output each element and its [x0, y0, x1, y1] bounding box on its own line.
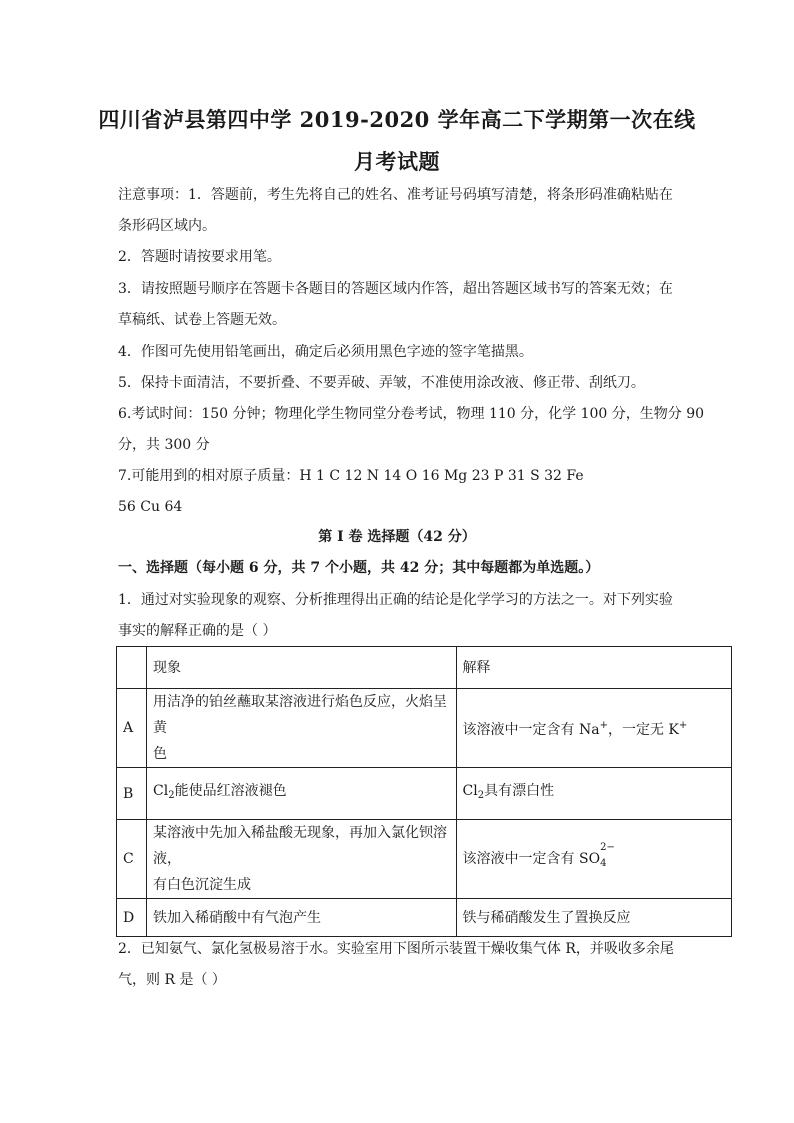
phenomenon-cell: [147, 689, 457, 768]
subscript: 4: [600, 858, 607, 869]
notes-line-10: 7.可能用到的相对原子质量：H 1 C 12 N 14 O 16 Mg 23 P 31 S 32 Fe: [118, 468, 584, 484]
phenomenon-cell: 铁加入稀硝酸中有气泡产生: [147, 899, 457, 937]
explanation-text: ，一定无 K: [607, 722, 679, 738]
explanation-cell: 铁与稀硝酸发生了置换反应: [456, 899, 731, 937]
exam-title-line1: 四川省泸县第四中学 2019-2020 学年高二下学期第一次在线: [98, 107, 696, 132]
notes-line-11: 56 Cu 64: [118, 499, 183, 515]
explanation-text: Cl: [462, 783, 478, 799]
header-phenomenon: 现象: [147, 647, 457, 689]
question-1-line2: 事实的解释正确的是（ ）: [118, 623, 277, 639]
notes-line-3: 2．答题时请按要求用笔。: [118, 249, 281, 265]
header-blank: [117, 647, 147, 689]
superscript: 2−: [600, 842, 615, 853]
phenomenon-text: 能使品红溶液褪色: [174, 783, 287, 799]
question-1-line1: 1．通过对实验现象的观察、分析推理得出正确的结论是化学学习的方法之一。对下列实验: [118, 592, 673, 608]
row-label: D: [117, 899, 147, 937]
exam-title-line2: 月考试题: [354, 149, 440, 174]
notes-line-8: 6.考试时间：150 分钟；物理化学生物同堂分卷考试，物理 110 分，化学 100 分，生物分 90: [118, 406, 705, 422]
phenomenon-line1: 用洁净的铂丝蘸取某溶液进行焰色反应，火焰呈黄: [153, 694, 448, 736]
sulfate-charge: [600, 842, 615, 869]
question-2-line2: 气，则 R 是（ ）: [118, 972, 226, 988]
notes-line-2: 条形码区域内。: [118, 218, 216, 234]
phenomenon-line2: 有白色沉淀生成: [153, 877, 252, 893]
subscript: 2: [477, 790, 485, 801]
section-title: 第 I 卷 选择题（42 分）: [318, 529, 476, 545]
table-header-row: [117, 647, 732, 689]
table-row-d: [117, 899, 732, 937]
row-label: A: [117, 689, 147, 768]
part-heading: 一、选择题（每小题 6 分，共 7 个小题，共 42 分；其中每题都为单选题。）: [118, 560, 600, 576]
phenomenon-line2: 色: [153, 746, 168, 762]
header-explanation: 解释: [456, 647, 731, 689]
phenomenon-line1: 某溶液中先加入稀盐酸无现象，再加入氯化钡溶液，: [153, 825, 448, 867]
superscript: +: [678, 720, 688, 731]
phenomenon-cell: [147, 820, 457, 899]
explanation-text: 该溶液中一定含有 Na: [462, 722, 600, 738]
table-row-c: [117, 820, 732, 899]
table-row-a: [117, 689, 732, 768]
phenomenon-text: Cl: [153, 783, 169, 799]
explanation-cell: [456, 768, 731, 820]
notes-line-9: 分，共 300 分: [118, 437, 210, 453]
phenomenon-cell: [147, 768, 457, 820]
notes-line-6: 4．作图可先使用铅笔画出，确定后必须用黑色字迹的签字笔描黑。: [118, 344, 533, 360]
explanation-cell: [456, 820, 731, 899]
explanation-text: 该溶液中一定含有 SO: [462, 851, 601, 867]
superscript: +: [599, 720, 608, 731]
notes-line-4: 3．请按照题号顺序在答题卡各题目的答题区域内作答，超出答题区域书写的答案无效；在: [118, 281, 673, 297]
row-label: B: [117, 768, 147, 820]
notes-line-7: 5．保持卡面清洁，不要折叠、不要弄破、弄皱，不准使用涂改液、修正带、刮纸刀。: [118, 375, 645, 391]
explanation-cell: [456, 689, 731, 768]
table-row-b: [117, 768, 732, 820]
row-label: C: [117, 820, 147, 899]
question-2-line1: 2．已知氨气、氯化氢极易溶于水。实验室用下图所示装置干燥收集气体 R，并吸收多余尾: [118, 941, 674, 957]
notes-line-1: 注意事项：1．答题前，考生先将自己的姓名、准考证号码填写清楚，将条形码准确粘贴在: [118, 187, 673, 203]
notes-line-5: 草稿纸、试卷上答题无效。: [118, 312, 286, 328]
explanation-text: 具有漂白性: [484, 783, 555, 799]
subscript: 2: [168, 790, 175, 801]
question-1-table: [116, 646, 732, 937]
